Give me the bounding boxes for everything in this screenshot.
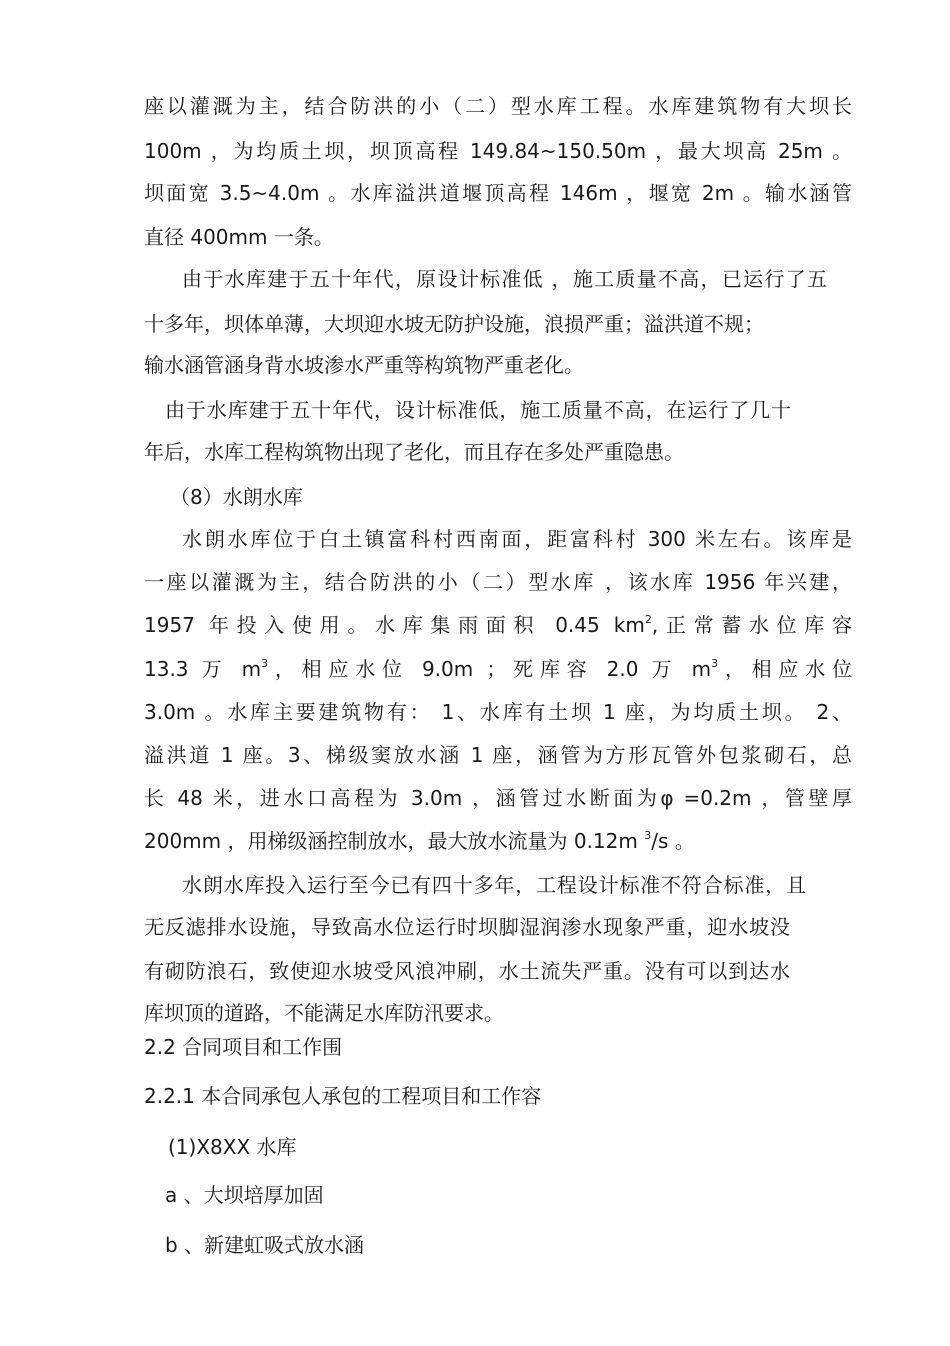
para4-line7: 长 48 米，进水口高程为 3.0m ，涵管过水断面为φ =0.2m ，管壁厚 xyxy=(144,786,852,810)
superscript-3: 3 xyxy=(261,657,269,670)
para5-line1: 水朗水库投入运行至今已有四十多年，工程设计标准不符合标准，且 xyxy=(182,873,806,897)
para2-line2: 十多年，坝体单薄，大坝迎水坡无防护设施，浪损严重；溢洪道不规； xyxy=(144,312,764,336)
list-item-a: a 、大坝培厚加固 xyxy=(165,1183,324,1207)
para4-line6: 溢洪道 1 座。3、梯级窦放水涵 1 座，涵管为方形瓦管外包浆砌石，总 xyxy=(144,743,852,767)
section-heading-2-2-1: 2.2.1 本合同承包人承包的工程项目和工作容 xyxy=(144,1084,542,1108)
para4-line8-text-b: /s 。 xyxy=(651,829,695,853)
superscript-2: 2 xyxy=(644,613,652,626)
section-heading-2-2: 2.2 合同项目和工作围 xyxy=(144,1035,343,1059)
para4-line3 xyxy=(144,611,852,639)
para2-line1: 由于水库建于五十年代，原设计标准低 ，施工质量不高，已运行了五 xyxy=(182,267,827,291)
para1-line4: 直径 400mm 一条。 xyxy=(144,225,334,249)
para5-line4: 库坝顶的道路，不能满足水库防汛要求。 xyxy=(144,1001,504,1025)
para1-line3: 坝面宽 3.5~4.0m 。水库溢洪道堰顶高程 146m ，堰宽 2m 。输水涵管 xyxy=(144,181,852,205)
para5-line3: 有砌防浪石，致使迎水坡受风浪冲刷，水土流失严重。没有可以到达水 xyxy=(144,959,790,983)
para4-line2: 一座以灌溉为主，结合防洪的小（二）型水库 ，该水库 1956 年兴建， xyxy=(144,570,852,594)
para4-line4-text-a: 13.3 万 m xyxy=(144,657,262,681)
list-item-b: b 、新建虹吸式放水涵 xyxy=(165,1233,365,1257)
para3-line2: 年后，水库工程构筑物出现了老化，而且存在多处严重隐患。 xyxy=(144,440,684,464)
superscript-3: 3 xyxy=(644,829,652,842)
para4-line1: 水朗水库位于白土镇富科村西南面，距富科村 300 米左右。该库是 xyxy=(182,527,852,551)
list-item-1: (1)X8XX 水库 xyxy=(168,1135,297,1159)
para5-line2: 无反滤排水设施，导致高水位运行时坝脚湿润渗水现象严重，迎水坡没 xyxy=(144,915,790,939)
superscript-3: 3 xyxy=(711,657,719,670)
para3-line1: 由于水库建于五十年代，设计标准低，施工质量不高，在运行了几十 xyxy=(165,398,791,422)
heading-shuilang-reservoir: （8）水朗水库 xyxy=(170,485,303,509)
para2-line3: 输水涵管涵身背水坡渗水严重等构筑物严重老化。 xyxy=(144,353,584,377)
para4-line5: 3.0m 。水库主要建筑物有： 1、水库有土坝 1 座，为均质土坝。 2、 xyxy=(144,700,852,724)
para4-line3-text-a: 1957 年投入使用。水库集雨面积 0.45 km xyxy=(144,613,645,637)
para4-line4-text-b: ，相应水位 9.0m ；死库容 2.0 万 m xyxy=(268,657,712,681)
para1-line1: 座以灌溉为主，结合防洪的小（二）型水库工程。水库建筑物有大坝长 xyxy=(144,94,852,118)
para1-line2: 100m ，为均质土坝，坝顶高程 149.84~150.50m ，最大坝高 25m 。 xyxy=(144,139,852,163)
para4-line4 xyxy=(144,655,852,683)
para4-line8-text-a: 200mm ，用梯级涵控制放水，最大放水流量为 0.12m xyxy=(144,829,645,853)
para4-line3-text-b: ,正常蓄水位库容 xyxy=(651,613,852,637)
para4-line8 xyxy=(144,827,695,855)
para4-line4-text-c: ，相应水位 xyxy=(718,657,852,681)
